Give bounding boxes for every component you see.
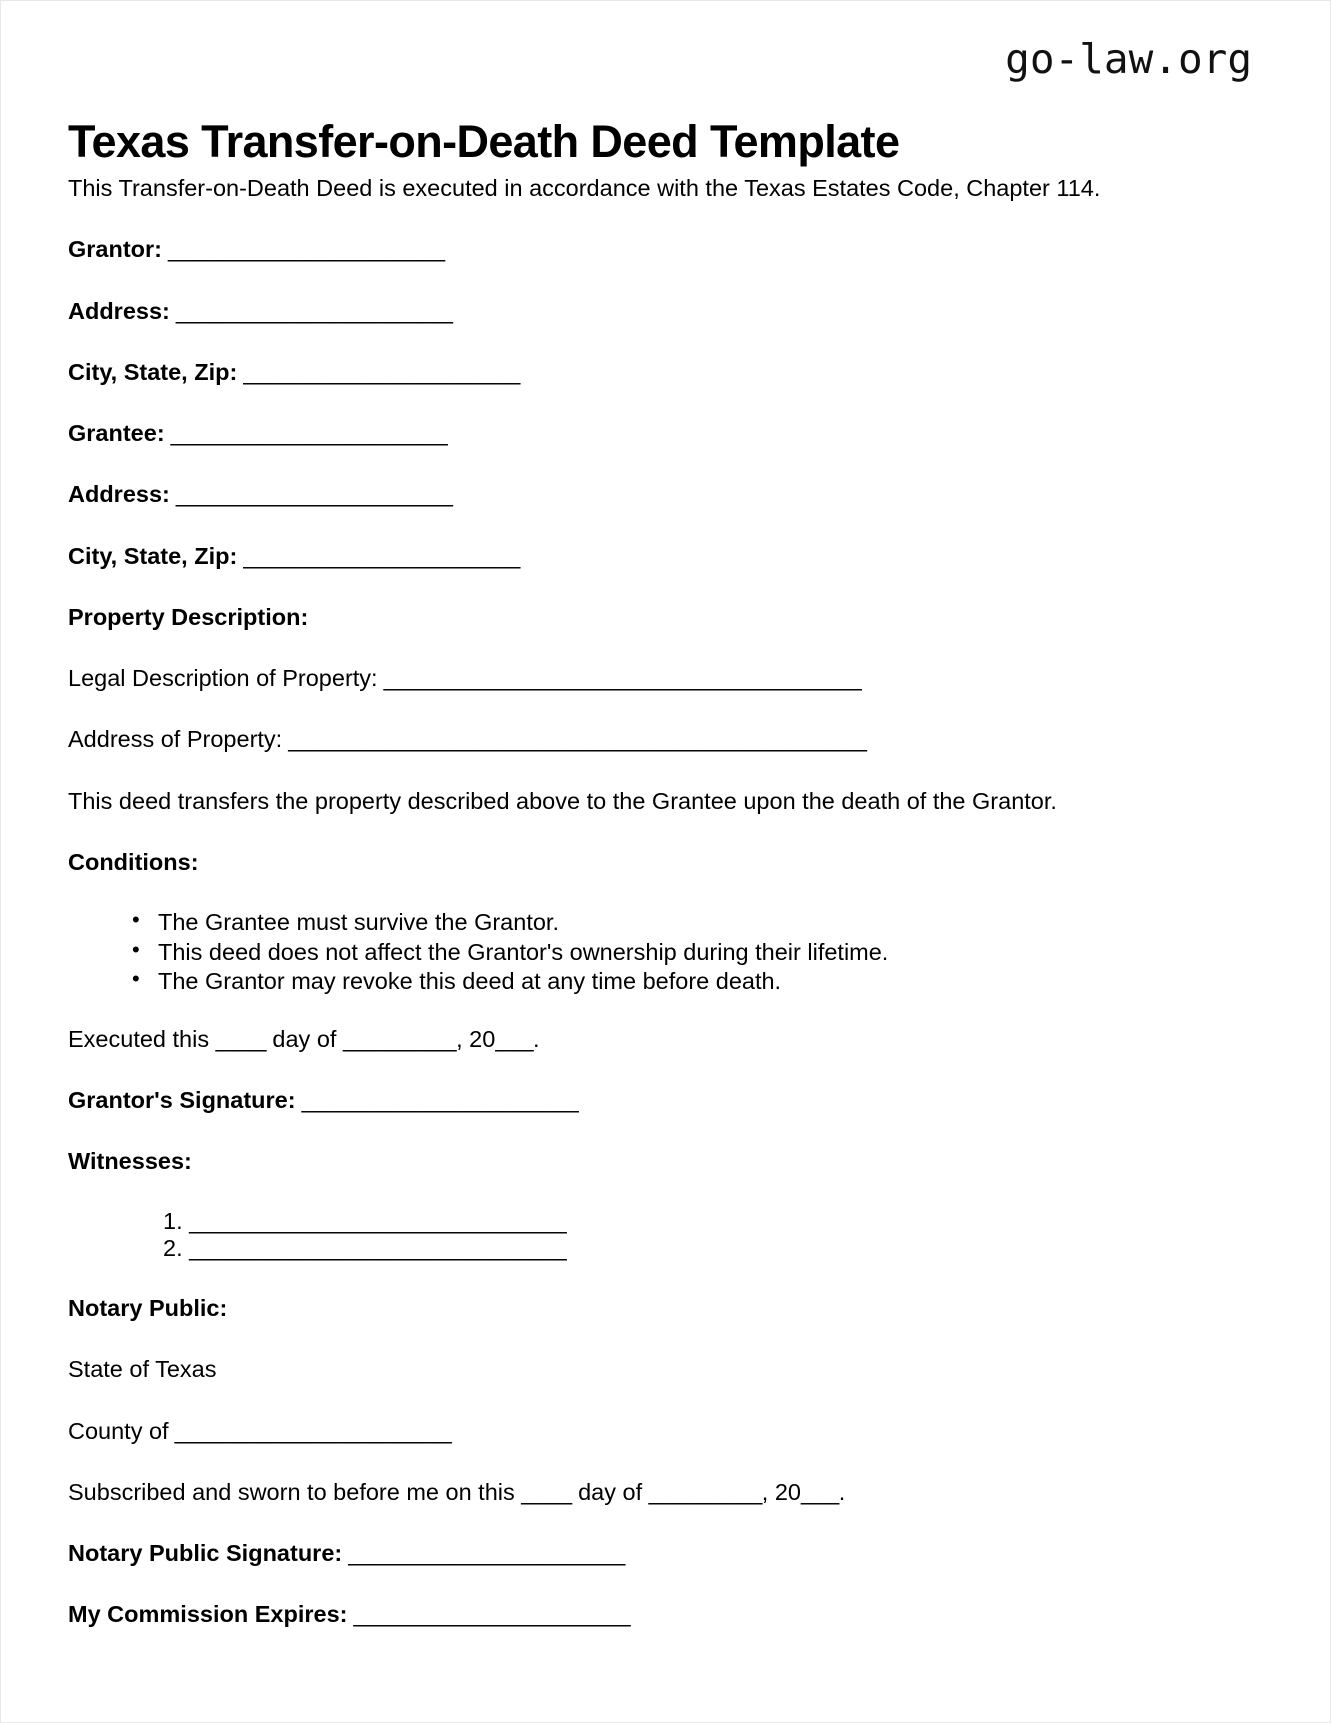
field-commission-expires <box>68 1599 1183 1630</box>
field-grantee-city-state-zip <box>68 541 1183 572</box>
sworn-year-prefix: , 20 <box>761 1478 801 1505</box>
field-notary-county <box>68 1416 1183 1447</box>
property-address-label: Address of Property: <box>68 726 283 753</box>
field-grantor <box>68 234 1183 265</box>
grantor-address-input-line[interactable]: ______________________ <box>169 297 453 324</box>
document-body <box>68 173 1183 1661</box>
commission-expires-input-line[interactable]: ______________________ <box>347 1601 631 1628</box>
execution-day-input[interactable]: ____ <box>215 1025 266 1052</box>
list-item: • The Grantor may revoke this deed at any time before death. <box>132 967 1183 996</box>
conditions-list <box>68 908 1183 996</box>
field-grantor-city-state-zip <box>68 357 1183 388</box>
execution-date-line <box>68 1024 1183 1055</box>
conditions-heading: Conditions: <box>68 848 199 875</box>
intro-paragraph <box>68 173 1183 204</box>
sworn-month-input[interactable]: _________ <box>648 1478 762 1505</box>
grantor-csz-input-line[interactable]: ______________________ <box>237 358 520 385</box>
sworn-middle: day of <box>571 1478 649 1505</box>
intro-text: This Transfer-on-Death Deed is executed in accordance with the Texas Estates Code, Chapter 114. <box>68 175 1101 201</box>
field-legal-description <box>68 663 1183 694</box>
notary-state-text: State of Texas <box>68 1356 217 1383</box>
execution-year-prefix: , 20 <box>456 1025 496 1052</box>
grantee-input-line[interactable]: ______________________ <box>164 420 448 446</box>
commission-expires-label: My Commission Expires: <box>68 1601 348 1628</box>
execution-year-input[interactable]: ___ <box>495 1025 534 1052</box>
notary-state-line <box>68 1354 1183 1385</box>
grantor-signature-label: Grantor's Signature: <box>68 1087 296 1114</box>
execution-month-input[interactable]: _________ <box>342 1025 457 1052</box>
notary-signature-label: Notary Public Signature: <box>68 1540 343 1567</box>
grantor-address-label: Address: <box>68 297 170 324</box>
field-notary-signature <box>68 1538 1183 1569</box>
notary-county-label: County of <box>68 1417 169 1444</box>
transfer-clause-text: This deed transfers the property described above to the Grantee upon the death of the Grantor. <box>68 787 1057 814</box>
grantee-csz-label: City, State, Zip: <box>68 542 238 569</box>
property-description-heading: Property Description: <box>68 603 309 630</box>
transfer-clause-paragraph <box>68 786 1183 817</box>
grantor-label: Grantor: <box>68 236 162 263</box>
notary-public-heading: Notary Public: <box>68 1295 228 1322</box>
witness-2-input-line[interactable]: ______________________________ <box>189 1235 567 1262</box>
notary-county-input-line[interactable]: ______________________ <box>168 1417 452 1444</box>
grantee-address-label: Address: <box>68 481 170 508</box>
grantor-csz-label: City, State, Zip: <box>68 358 238 385</box>
legal-description-label: Legal Description of Property: <box>68 665 378 691</box>
notary-sworn-line <box>68 1477 1183 1508</box>
list-item <box>163 1208 1183 1236</box>
field-grantee-address <box>68 479 1183 510</box>
grantee-address-input-line[interactable]: ______________________ <box>169 481 453 508</box>
sworn-prefix: Subscribed and sworn to before me on this <box>68 1478 522 1505</box>
legal-description-input-line[interactable]: ______________________________________ <box>377 665 862 691</box>
property-address-input-line[interactable]: ______________________________________________ <box>282 726 867 753</box>
sworn-year-input[interactable]: ___ <box>801 1478 839 1505</box>
field-property-address <box>68 724 1183 755</box>
grantor-input-line[interactable]: ______________________ <box>162 236 445 263</box>
witness-list <box>68 1208 1183 1263</box>
site-watermark: go-law.org <box>1005 35 1252 83</box>
grantee-label: Grantee: <box>68 420 165 446</box>
list-item <box>163 1235 1183 1263</box>
grantee-csz-input-line[interactable]: ______________________ <box>237 542 520 569</box>
list-item: • The Grantee must survive the Grantor. <box>132 908 1183 937</box>
witnesses-heading: Witnesses: <box>68 1148 192 1175</box>
sworn-suffix: . <box>838 1478 846 1505</box>
execution-suffix: . <box>533 1025 540 1052</box>
list-item: • This deed does not affect the Grantor's ownership during their lifetime. <box>132 938 1183 967</box>
grantor-signature-input-line[interactable]: ______________________ <box>295 1087 579 1114</box>
field-grantee <box>68 418 1183 449</box>
page-title: Texas Transfer-on-Death Deed Template <box>68 116 900 168</box>
execution-middle: day of <box>265 1025 343 1052</box>
witness-1-input-line[interactable]: ______________________________ <box>189 1207 567 1234</box>
sworn-day-input[interactable]: ____ <box>521 1478 572 1505</box>
notary-signature-input-line[interactable]: ______________________ <box>342 1540 625 1567</box>
execution-prefix: Executed this <box>68 1025 216 1052</box>
field-grantor-signature <box>68 1085 1183 1116</box>
field-grantor-address <box>68 296 1183 327</box>
